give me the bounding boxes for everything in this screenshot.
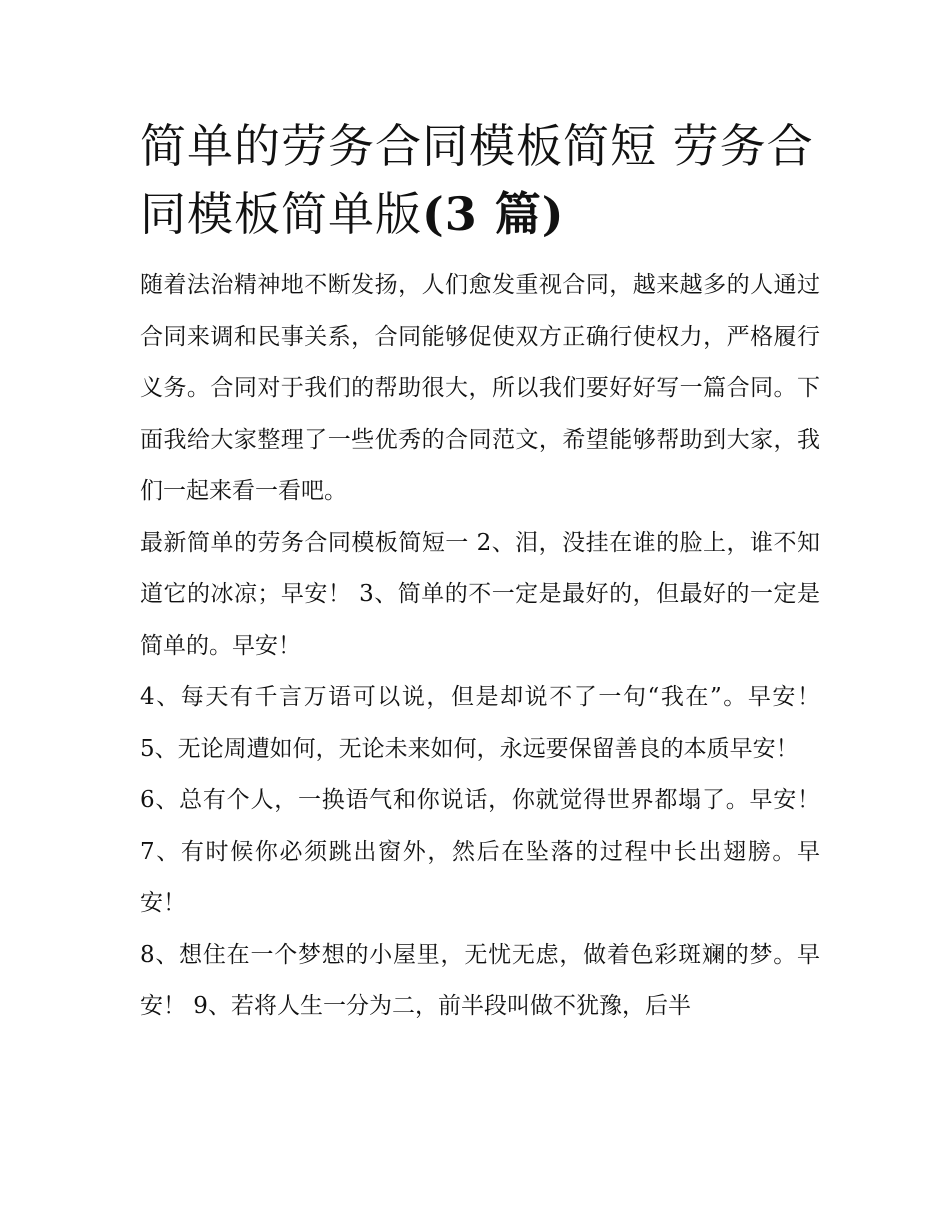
document-title (140, 112, 820, 248)
body-paragraph: 8、想住在一个梦想的小屋里，无忧无虑，做着色彩斑斓的梦。早安！ 9、若将人生一分为二，前半段叫做不犹豫，后半 (140, 941, 820, 1019)
body-paragraph: 6、总有个人，一换语气和你说话，你就觉得世界都塌了。早安！ 7、有时候你必须跳出窗外，然后在坠落的过程中长出翅膀。早安！ (140, 787, 820, 916)
document-body (140, 112, 820, 1033)
intro-paragraph: 随着法治精神地不断发扬，人们愈发重视合同，越来越多的人通过合同来调和民事关系，合同能够促使双方正确行使权力，严格履行义务。合同对于我们的帮助很大，所以我们要好好写一篇合同。下面我给大家整理了一些优秀的合同范文，希望能够帮助到大家，我们一起来看一看吧。 (140, 272, 820, 504)
body-paragraph: 4、每天有千言万语可以说，但是却说不了一句“我在”。早安！ 5、无论周遭如何，无论未来如何，永远要保留善良的本质早安！ (140, 684, 820, 762)
title-main: 简单的劳务合同模板简短 劳务合同模板简单版 (140, 119, 814, 241)
title-tail: (3 篇) (422, 187, 565, 241)
body-paragraph: 最新简单的劳务合同模板简短一 2、泪，没挂在谁的脸上，谁不知道它的冰凉；早安！ 3、简单的不一定是最好的，但最好的一定是简单的。早安！ (140, 529, 820, 659)
